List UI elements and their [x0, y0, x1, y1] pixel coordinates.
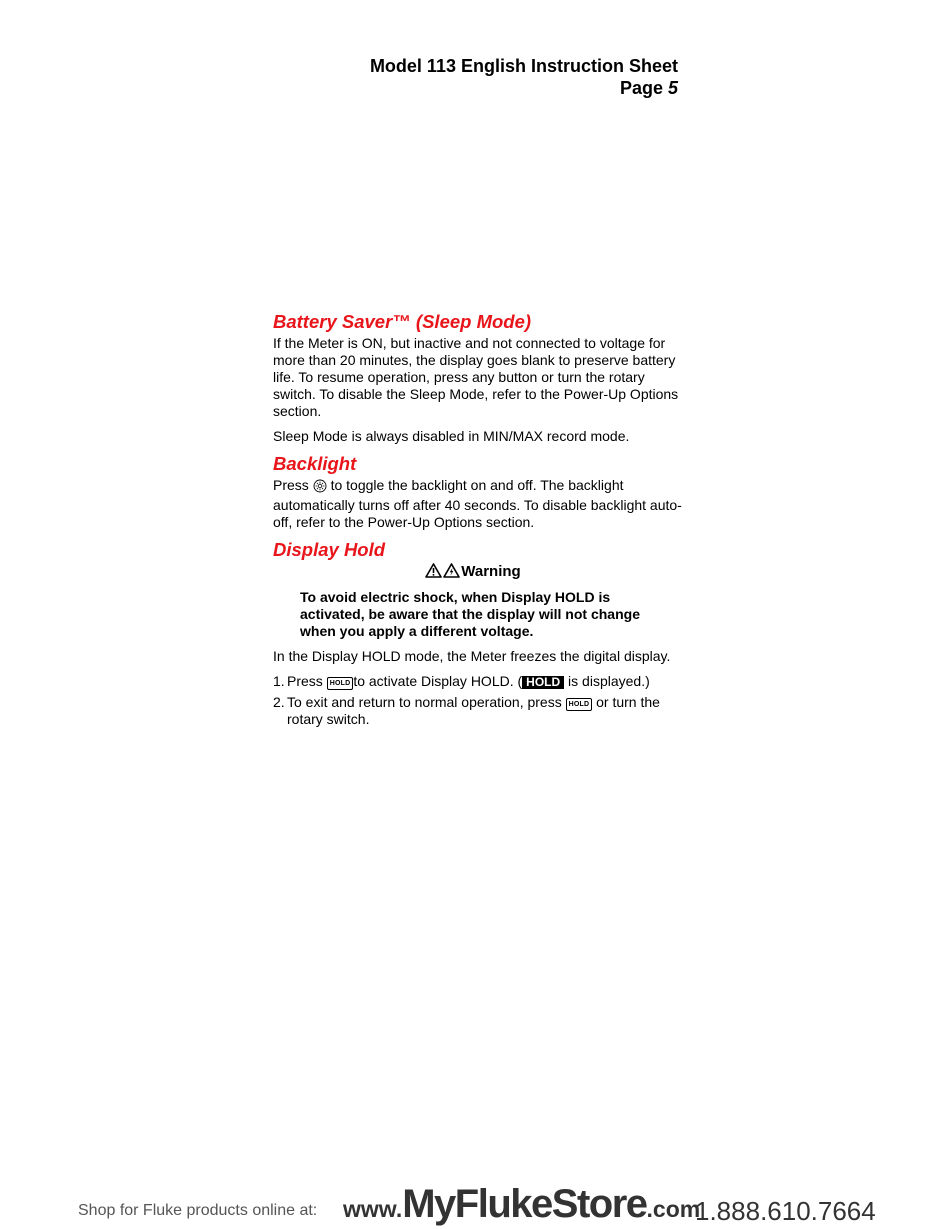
- url-prefix: www.: [343, 1196, 403, 1222]
- store-footer: [0, 1180, 950, 1229]
- document-title: Model 113 English Instruction Sheet: [369, 56, 678, 76]
- warning-label: Warning: [461, 563, 521, 580]
- backlight-paragraph: [273, 477, 683, 531]
- hold-annunciator: HOLD: [522, 676, 564, 689]
- battery-saver-paragraph-2: Sleep Mode is always disabled in MIN/MAX record mode.: [273, 428, 630, 444]
- battery-saver-paragraph-1: If the Meter is ON, but inactive and not connected to voltage for more than 20 minutes, the display goes blank to preserve battery life. To resume operation, press any button or turn the rotary switch. To disable the Sleep Mode, refer to the Power-Up Options section.: [273, 335, 679, 419]
- display-hold-heading: Display Hold: [273, 539, 386, 560]
- step-1-text-a: Press: [287, 673, 323, 689]
- battery-saver-heading: Battery Saver™ (Sleep Mode): [273, 311, 532, 332]
- electric-shock-triangle-icon: [443, 563, 460, 583]
- backlight-button-icon: [313, 479, 327, 497]
- page-number-line: [370, 77, 678, 99]
- warning-body: To avoid electric shock, when Display HOLD is activated, be aware that the display will not change when you apply a different voltage.: [300, 589, 640, 639]
- footer-shop-text: Shop for Fluke products online at:: [78, 1202, 318, 1219]
- page-header: [370, 55, 678, 99]
- url-main: MyFlukeStore: [402, 1182, 647, 1226]
- backlight-text-before: Press: [273, 477, 309, 493]
- hold-key-icon: HOLD: [327, 677, 354, 690]
- page-content: [273, 311, 683, 732]
- step-1: [273, 673, 683, 690]
- warning-title: [273, 563, 683, 583]
- warning-triangle-icon: [425, 563, 442, 583]
- store-url-link[interactable]: [343, 1182, 700, 1227]
- step-2-text-a: To exit and return to normal operation, press: [287, 694, 562, 710]
- page-number: 5: [667, 78, 678, 98]
- step-2-text-b: or turn the rotary switch.: [287, 694, 660, 727]
- page-label: Page: [619, 78, 663, 98]
- step-1-text-b: to activate Display HOLD. (: [353, 673, 523, 689]
- url-suffix: .com: [646, 1196, 701, 1222]
- hold-key-icon: HOLD: [566, 698, 593, 711]
- display-hold-steps: [273, 673, 683, 728]
- step-1-number: 1.: [273, 673, 285, 689]
- step-1-text-c: is displayed.): [564, 673, 650, 689]
- backlight-text-after: to toggle the backlight on and off. The backlight automatically turns off after 40 seconds. To disable backlight auto-off, refer to the Power-Up Options section.: [273, 477, 682, 530]
- store-phone: 1.888.610.7664: [695, 1196, 876, 1226]
- backlight-heading: Backlight: [273, 453, 357, 474]
- display-hold-intro: In the Display HOLD mode, the Meter freezes the digital display.: [273, 648, 671, 664]
- step-2: [273, 694, 683, 728]
- step-2-number: 2.: [273, 694, 285, 710]
